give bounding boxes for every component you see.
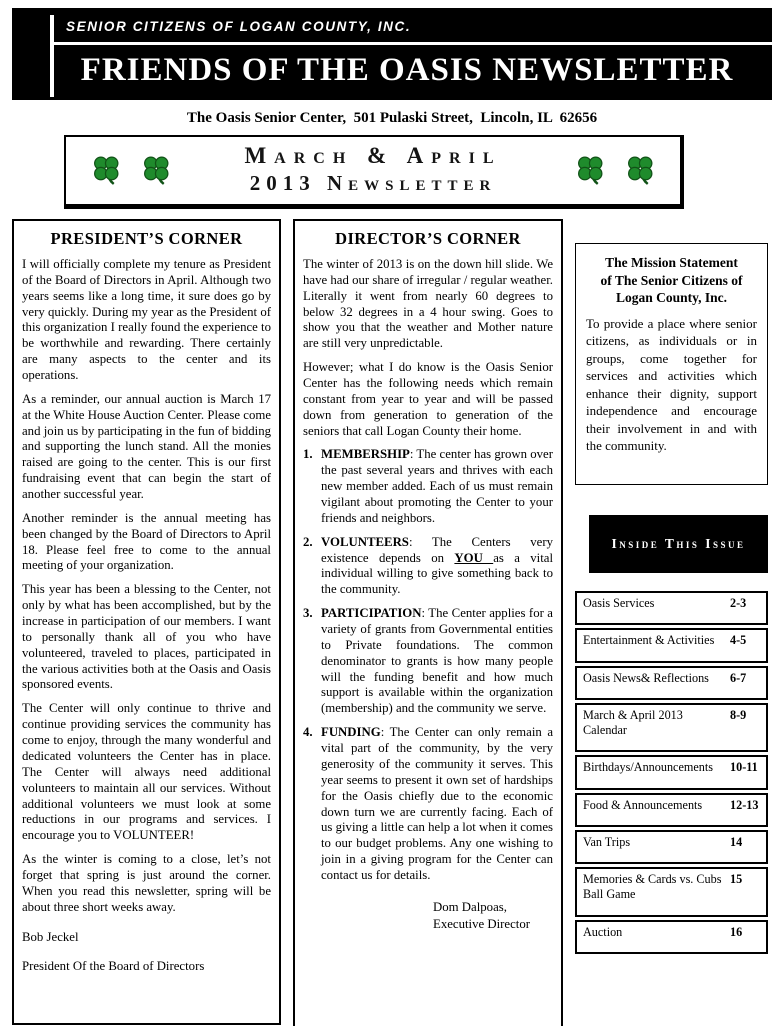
newsletter-title: FRIENDS OF THE OASIS NEWSLETTER: [80, 52, 734, 88]
toc-row: [575, 867, 768, 917]
item-body: [321, 535, 553, 598]
president-paragraph: The Center will only continue to thrive and continue providing services the community has come to enjoy, through the many wonderful and dedicated volunteers the Center has in place. The Center will always need additional volunteers to maintain all our services. Without additional volunteers we must look at some reductions in our programs and services. I encourage you to VOLUNTEER!: [22, 701, 271, 843]
president-signature-title: President Of the Board of Directors: [22, 958, 205, 973]
director-paragraph: The winter of 2013 is on the down hill slide. We have had our share of irregular / regular weather. Literally it went from nearly 60 degrees to below 32 degrees in a 4 hour swing. Goes to show you that the weather and Mother nature are still very unpredictable.: [303, 257, 553, 351]
toc-item-pages: 14: [730, 834, 743, 849]
toc-item-label: Memories & Cards vs. Cubs Ball Game: [583, 872, 722, 902]
item-term: MEMBERSHIP: [321, 447, 410, 462]
inside-this-issue-header: [589, 515, 768, 573]
director-paragraph: However; what I do know is the Oasis Senior Center has the following needs which remain constant from year to year and will be passed down from generation to generation of the seniors that call Logan County their home.: [303, 360, 553, 438]
item-text: : The center has grown over the past several years and thrives with each new member added. Each of us must remain vigilant about promoting the Center to your friends and neighbors.: [321, 447, 553, 525]
president-paragraph: This year has been a blessing to the Center, not only by what has been accomplished, but by the increase in participation of our members. I want to personally thank all of you who have volunteered, traveled to places, participated in the various activities both at the Oasis and Oasis sponsored events.: [22, 582, 271, 692]
toc-item-label: Birthdays/Announcements: [583, 760, 713, 775]
president-paragraph: As the winter is coming to a close, let’s not forget that spring is just around the corner. When you read this newsletter, spring will be about three short weeks away.: [22, 852, 271, 914]
right-rail: [575, 219, 768, 957]
clover-pair-right: [576, 154, 654, 186]
mission-title-line: Logan County, Inc.: [615, 290, 728, 306]
toc-row: [575, 830, 768, 864]
item-term: VOLUNTEERS: [321, 534, 409, 549]
mission-title-line: The Mission Statement: [605, 255, 738, 270]
toc-row: [575, 755, 768, 789]
org-name: SENIOR CITIZENS OF LOGAN COUNTY, INC.: [66, 19, 412, 34]
toc-item-pages: 6-7: [730, 670, 747, 685]
toc-item-label: Van Trips: [583, 834, 631, 849]
table-of-contents: [575, 591, 768, 957]
toc-item-pages: 8-9: [730, 707, 747, 722]
president-paragraph: I will officially complete my tenure as President of the Board of Directors in April. Although two years seems like a long time, it sure does go by very quickly. During my year as the President of this organization I really found the experience to be worthwhile and rewarding. There certainly are many aspects to the center and its operations.: [22, 257, 271, 383]
item-number: 4.: [303, 725, 313, 740]
issue-year-line: 2013 Newsletter: [249, 171, 497, 195]
director-list-item: [303, 447, 553, 526]
item-text: : The Centers very existence depends on: [321, 534, 553, 565]
item-term: FUNDING: [321, 725, 381, 740]
presidents-corner-title: PRESIDENT’S CORNER: [50, 229, 243, 248]
toc-item-label: March & April 2013 Calendar: [583, 707, 683, 737]
item-body: [321, 725, 553, 884]
director-signature-title: Executive Director: [433, 916, 530, 931]
mission-statement-box: [575, 243, 768, 485]
address-line: The Oasis Senior Center, 501 Pulaski Street, Lincoln, IL 62656: [186, 110, 598, 126]
toc-row: [575, 703, 768, 753]
mission-title-line: of The Senior Citizens of: [600, 272, 743, 288]
inside-this-issue-title: Inside This Issue: [611, 536, 746, 551]
toc-item-label: Entertainment & Activities: [583, 633, 715, 648]
item-term: PARTICIPATION: [321, 606, 422, 621]
directors-corner-section: [293, 219, 563, 1026]
toc-row: [575, 920, 768, 954]
presidents-corner-section: [12, 219, 281, 1025]
item-text: : The Center applies for a variety of grants from Governmental entities to Private foundations. The common denominator to grants is how many people will the funding benefit and how much support is available within the organization (membership) and the community we serve.: [321, 606, 553, 716]
director-list-item: [303, 535, 553, 598]
toc-item-label: Oasis Services: [583, 596, 655, 610]
masthead: [12, 8, 772, 100]
item-number: 3.: [303, 606, 313, 621]
issue-month-line: March & April: [244, 143, 502, 168]
toc-row: [575, 666, 768, 700]
clover-pair-left: [92, 154, 170, 186]
shamrock-icon: [626, 154, 654, 186]
toc-item-pages: 2-3: [730, 596, 747, 610]
mission-body: To provide a place where senior citizens, as individuals or in groups, come together for services and activities which enhance their dignity, support independence and encourage their involvement in and with the community.: [586, 315, 757, 454]
item-number: 2.: [303, 534, 313, 549]
toc-item-label: Food & Announcements: [583, 797, 703, 812]
toc-item-pages: 12-13: [730, 797, 759, 812]
president-signature-name: Bob Jeckel: [22, 929, 79, 944]
mission-title: [586, 254, 757, 307]
toc-item-pages: 16: [730, 924, 743, 939]
shamrock-icon: [92, 154, 120, 186]
issue-banner-text: [170, 143, 576, 196]
toc-item-pages: 15: [730, 872, 743, 886]
president-paragraph: Another reminder is the annual meeting has been changed by the Board of Directors to April 18. Please feel free to come to the annual meeting of your organization.: [22, 510, 271, 573]
masthead-accent-rule: [50, 15, 54, 97]
toc-item-pages: 4-5: [730, 633, 747, 648]
item-body: [321, 447, 553, 526]
shamrock-icon: [142, 154, 170, 186]
item-body: [321, 606, 553, 717]
toc-item-label: Oasis News& Reflections: [583, 670, 709, 685]
director-list-item: [303, 725, 553, 884]
item-number: 1.: [303, 447, 313, 462]
director-list-item: [303, 606, 553, 717]
directors-corner-title: DIRECTOR’S CORNER: [335, 229, 521, 248]
content-columns: [12, 219, 772, 1026]
item-text: as a vital individual willing to give something back to the community.: [321, 550, 553, 597]
president-paragraph: As a reminder, our annual auction is March 17 at the White House Auction Center. Please come and join us by participating in the fun of bidding and supporting the lunch stand. All the monies raised are going to the center. This is our first fundraising event that can begin the start of another successful year.: [22, 391, 271, 502]
toc-item-label: Auction: [583, 924, 623, 939]
toc-item-pages: 10-11: [730, 760, 758, 775]
item-text: : The Center can only remain a vital part of the community, by the very generosity of the community it serves. This year seems to present it own set of hardships for the Oasis chiefly due to the economic down turn we are currently facing. Each of us giving a little can help a lot when it comes to our budget problems. Any one wishing to join in a giving program for the Center can contact us for details.: [321, 725, 553, 882]
issue-banner: [64, 135, 684, 209]
item-text-emphasis: YOU: [454, 550, 494, 565]
toc-row: [575, 793, 768, 827]
shamrock-icon: [576, 154, 604, 186]
toc-row: [575, 628, 768, 662]
director-signature-name: Dom Dalpoas,: [433, 899, 507, 914]
director-signature: [433, 900, 553, 932]
toc-row: [575, 591, 768, 625]
